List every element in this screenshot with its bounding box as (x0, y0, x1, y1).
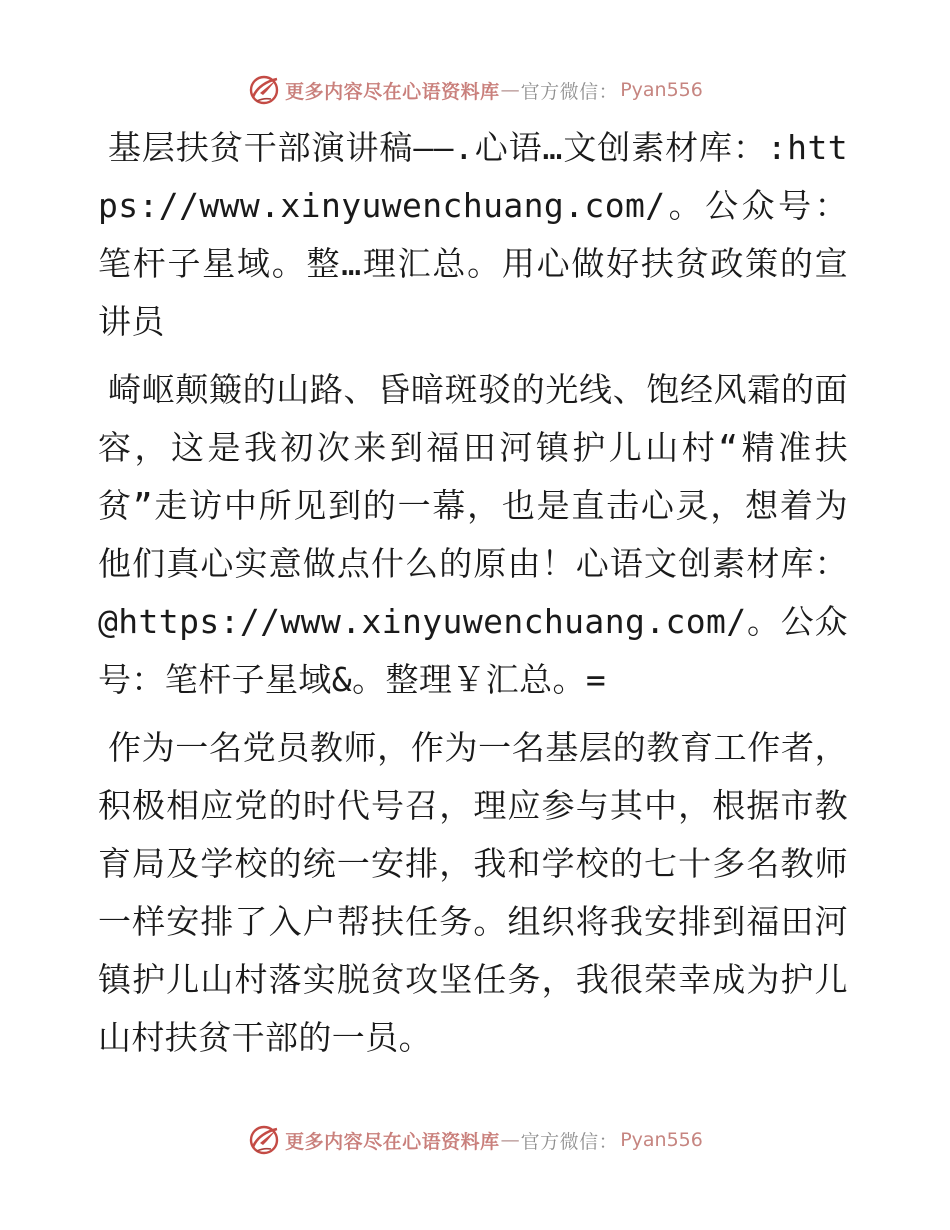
paragraph: 崎岖颠簸的山路、昏暗斑驳的光线、饱经风霜的面容，这是我初次来到福田河镇护儿山村“精准扶贫”走访中所见到的一幕，也是直击心灵，想着为他们真心实意做点什么的原由！心语文创素材库：@https://www.xinyuwenchuang.com/。公众号：笔杆子星域&。整理￥汇总。= (98, 370, 848, 699)
quill-swirl-logo-icon (247, 1123, 281, 1157)
quill-swirl-logo-icon (247, 73, 281, 107)
banner-wechat-id: Pyan556 (620, 79, 703, 101)
banner-wechat-id: Pyan556 (620, 1129, 703, 1151)
banner-main-text: 更多内容尽在心语资料库 (285, 80, 500, 103)
banner-dash: — (500, 1129, 520, 1151)
banner-dash: — (500, 79, 520, 101)
banner-contact-label: 官方微信： (520, 80, 619, 103)
document-body (98, 119, 848, 1077)
paragraph: 作为一名党员教师，作为一名基层的教育工作者，积极相应党的时代号召，理应参与其中，根据市教育局及学校的统一安排，我和学校的七十多名教师一样安排了入户帮扶任务。组织将我安排到福田河镇护儿山村落实脱贫攻坚任务，我很荣幸成为护儿山村扶贫干部的一员。 (98, 728, 848, 1057)
footer-banner (0, 1120, 950, 1160)
header-banner (0, 70, 950, 110)
banner-contact-label: 官方微信： (520, 1130, 619, 1153)
banner-main-text: 更多内容尽在心语资料库 (285, 1130, 500, 1153)
paragraph: 基层扶贫干部演讲稿——.心语…文创素材库：:https://www.xinyuwenchuang.com/。公众号：笔杆子星域。整…理汇总。用心做好扶贫政策的宣讲员 (98, 128, 848, 341)
